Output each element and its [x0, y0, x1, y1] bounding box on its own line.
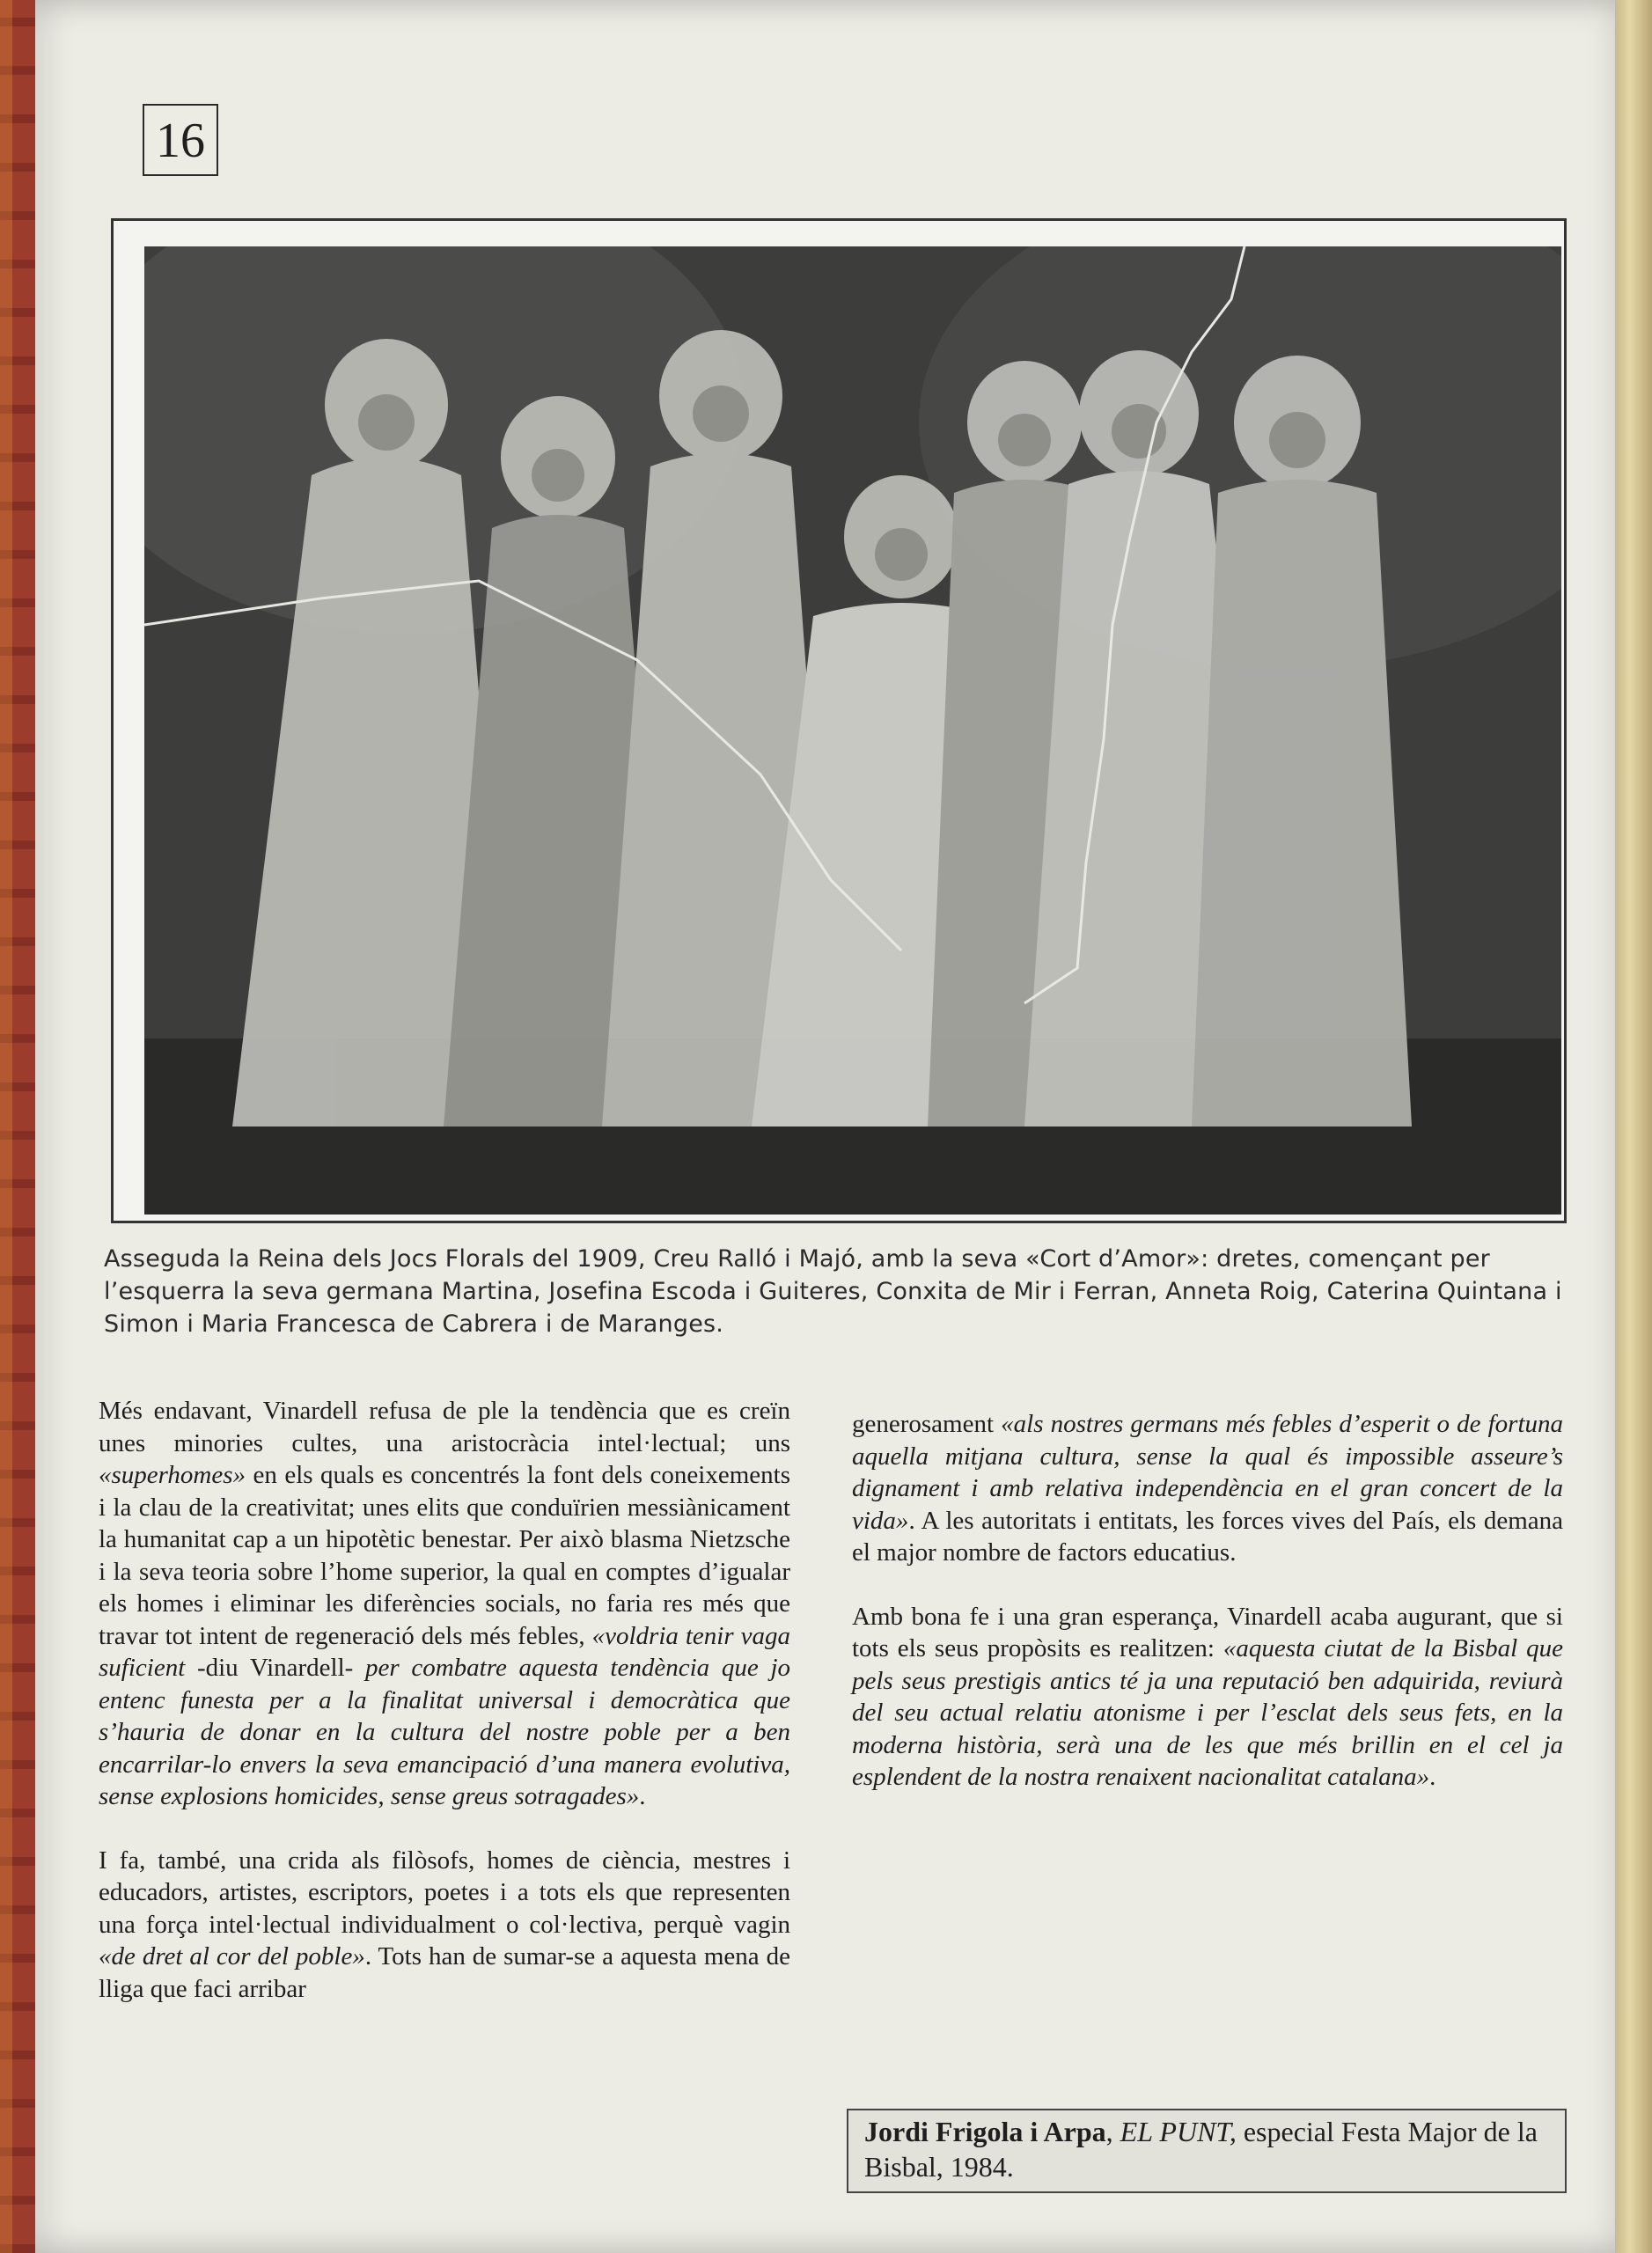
text-run: generosament [852, 1410, 1002, 1438]
left-paragraph-2 [99, 1845, 790, 2006]
paragraph-gap [99, 1813, 790, 1845]
credit-publication: EL PUNT, [1120, 2116, 1237, 2147]
right-paragraph-1 [852, 1408, 1563, 1569]
text-run-italic: «als nostres germans més febles d’esperit o de fortuna aquella mitjana cultura, sense la qual és impossible asseure’s dignament i amb relativa independència en el gran concert de la vida» [852, 1410, 1564, 1535]
text-run: Amb bona fe i una gran esperança, Vinardell acaba augurant, que si tots els seus propòsits es realitzen: [852, 1602, 1563, 1662]
credit-details: especial Festa Major de la Bisbal, 1984. [864, 2116, 1538, 2183]
credit-separator: , [1105, 2116, 1120, 2147]
text-run-italic: «superhomes» [99, 1461, 246, 1489]
text-run-italic: «de dret al cor del poble» [99, 1942, 365, 1970]
page-number: 16 [143, 104, 218, 176]
text-run: . Tots han de sumar-se a aquesta mena de lliga que faci arribar [99, 1942, 790, 2003]
text-run: Més endavant, Vinardell refusa de ple la tendència que es creïn unes minories cultes, una aristocràcia intel·lectual; uns [99, 1397, 790, 1457]
text-run: I fa, també, una crida als filòsofs, homes de ciència, mestres i educadors, artistes, escriptors, poetes i a tots els que representen una força intel·lectual individualment o col·lectiva, perquè vagin [99, 1846, 790, 1939]
text-run: . [1429, 1763, 1436, 1791]
text-run: -diu Vinardell- [185, 1654, 365, 1682]
photo-caption: Asseguda la Reina dels Jocs Florals del 1909, Creu Ralló i Majó, amb la seva «Cort d’Amor»: dretes, començant per l’esquerra la seva germana Martina, Josefina Escoda i Guiteres, Conxita de Mir i Ferran, Anneta Roig, Caterina Quintana i Simon i Maria Francesca de Cabrera i de Maranges. [104, 1245, 1562, 1338]
right-paragraph-2 [852, 1601, 1563, 1794]
paragraph-gap [852, 1569, 1563, 1601]
right-column [852, 1408, 1563, 1794]
left-column [99, 1395, 790, 2005]
left-paragraph-1 [99, 1395, 790, 1813]
page-edge [1615, 0, 1652, 2253]
text-run: en els quals es concentrés la font dels coneixements i la clau de la creativitat; unes elits que conduïrien messiànicament la humanitat cap a un hipotètic benestar. Per això blasma Nietzsche i la seva teoria sobre l’home superior, la qual en comptes d’igualar els homes i eliminar les diferències socials, no faria res més que travar tot intent de regeneració dels més febles, [99, 1461, 790, 1650]
text-run: . [639, 1782, 646, 1810]
photo-illustration [144, 246, 1561, 1215]
text-run-italic: «voldria tenir vaga suficient [99, 1621, 790, 1682]
credit-author: Jordi Frigola i Arpa [864, 2116, 1106, 2147]
text-run-italic: per combatre aquesta tendència que jo entenc funesta per a la finalitat universal i democràtica que s’hauria de donar en la cultura del nostre poble per a ben encarrilar-lo envers la seva emancipació d’una manera evolutiva, sense explosions homicides, sense greus sotragades» [99, 1654, 790, 1810]
text-run: . A les autoritats i entitats, les forces vives del País, els demana el major nombre de factors educatius. [852, 1506, 1563, 1567]
text-run-italic: «aquesta ciutat de la Bisbal que pels seus prestigis antics té ja una reputació ben adquirida, reviurà del seu actual relatiu atonisme i per l’esclat dels seus fets, en la moderna història, serà una de les que més brillin en el cel ja esplendent de la nostra renaixent nacionalitat catalana» [852, 1634, 1563, 1791]
source-credit-box [847, 2109, 1567, 2193]
group-portrait-photo [144, 246, 1561, 1215]
